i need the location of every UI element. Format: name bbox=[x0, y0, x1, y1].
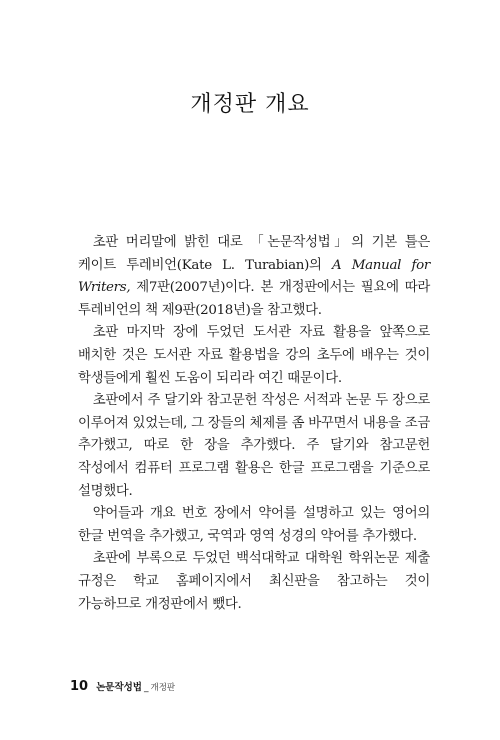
paragraph-1 bbox=[78, 232, 430, 322]
paragraph-5: 초판에 부록으로 두었던 백석대학교 대학원 학위논문 제출 규정은 학교 홈페이지에서 최신판을 참고하는 것이 가능하므로 개정판에서 뺐다. bbox=[78, 551, 430, 612]
body-text bbox=[78, 232, 430, 616]
paragraph-1-text-cont: 제7판(2007년)이다. 본 개정판에서는 필요에 따라 투레비언의 책 제9판(2018년)을 참고했다. bbox=[78, 280, 430, 318]
running-edition: 개정판 bbox=[150, 683, 176, 693]
page-footer bbox=[70, 679, 175, 694]
page-number: 10 bbox=[70, 679, 89, 694]
paragraph-4: 약어들과 개요 번호 장에서 약어를 설명하고 있는 영어의 한글 번역을 추가했고, 국역과 영역 성경의 약어를 추가했다. bbox=[78, 506, 430, 544]
paragraph-3: 초판에서 주 달기와 참고문헌 작성은 서적과 논문 두 장으로 이루어져 있었는데, 그 장들의 체제를 좀 바꾸면서 내용을 조금 추가했고, 따로 한 장을 추가했다. 주 달기와 참고문헌 작성에서 컴퓨터 프로그램 활용은 한글 프로그램을 기준으로 설명했다. bbox=[78, 393, 430, 499]
page-title: 개정판 개요 bbox=[190, 91, 310, 117]
running-book-title: 논문작성법 bbox=[96, 682, 142, 693]
footer-separator: _ bbox=[143, 683, 149, 693]
book-title-italic: A Manual for Writers, bbox=[78, 257, 430, 296]
paragraph-1-text: 초판 머리말에 밝힌 대로 「논문작성법」의 기본 틀은 케이트 투레비언(Kate L. Turabian)의 bbox=[78, 235, 430, 273]
paragraph-2: 초판 마지막 장에 두었던 도서관 자료 활용을 앞쪽으로 배치한 것은 도서관 자료 활용법을 강의 초두에 배우는 것이 학생들에게 훨씬 도움이 되리라 여긴 때문이다. bbox=[78, 325, 430, 386]
